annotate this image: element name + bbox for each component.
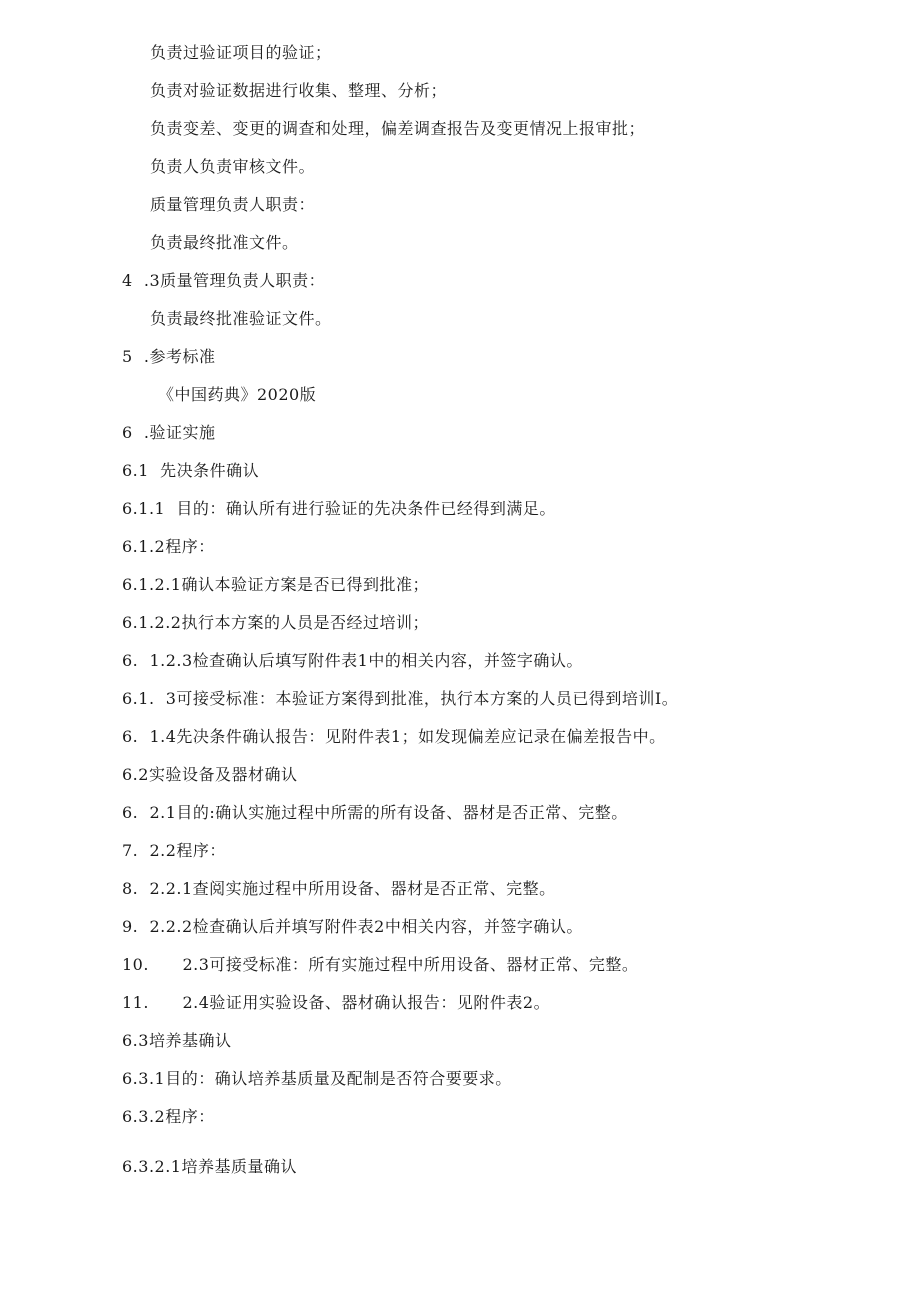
duty-review-files: 负责人负责审核文件。 bbox=[150, 157, 316, 176]
reference-pharmacopoeia: 《中国药典》2020版 bbox=[158, 385, 317, 404]
section-6-1-1: 6.1.1 目的：确认所有进行验证的先决条件已经得到满足。 bbox=[122, 499, 556, 518]
section-6-1-2-1: 6.1.2.1确认本验证方案是否已得到批准； bbox=[122, 575, 429, 594]
section-5-heading: 5 .参考标准 bbox=[122, 347, 216, 366]
duty-final-approve-verify: 负责最终批准验证文件。 bbox=[150, 309, 332, 328]
section-6-2-3: 10. 2.3可接受标准：所有实施过程中所用设备、器材正常、完整。 bbox=[122, 955, 639, 974]
section-6-2-2: 7. 2.2程序： bbox=[122, 841, 226, 860]
section-6-2-heading: 6.2实验设备及器材确认 bbox=[122, 765, 298, 784]
section-6-2-2-1: 8. 2.2.1查阅实施过程中所用设备、器材是否正常、完整。 bbox=[122, 879, 556, 898]
section-6-3-1: 6.3.1目的：确认培养基质量及配制是否符合要要求。 bbox=[122, 1069, 512, 1088]
section-6-1-2-2: 6.1.2.2执行本方案的人员是否经过培训； bbox=[122, 613, 429, 632]
section-6-2-2-2: 9. 2.2.2检查确认后并填写附件表2中相关内容，并签字确认。 bbox=[122, 917, 583, 936]
section-6-3-heading: 6.3培养基确认 bbox=[122, 1031, 232, 1050]
duty-verify-projects: 负责过验证项目的验证； bbox=[150, 43, 332, 62]
section-4-3-heading: 4 .3质量管理负责人职责： bbox=[122, 271, 326, 290]
section-6-1-2-3: 6. 1.2.3检查确认后填写附件表1中的相关内容，并签字确认。 bbox=[122, 651, 583, 670]
section-6-1-4: 6. 1.4先决条件确认报告：见附件表1；如发现偏差应记录在偏差报告中。 bbox=[122, 727, 666, 746]
section-6-1-2: 6.1.2程序： bbox=[122, 537, 215, 556]
section-6-heading: 6 .验证实施 bbox=[122, 423, 216, 442]
section-6-2-1: 6. 2.1目的:确认实施过程中所需的所有设备、器材是否正常、完整。 bbox=[122, 803, 628, 822]
section-6-1-heading: 6.1 先决条件确认 bbox=[122, 461, 260, 480]
duty-final-approve: 负责最终批准文件。 bbox=[150, 233, 299, 252]
duty-collect-data: 负责对验证数据进行收集、整理、分析； bbox=[150, 81, 448, 100]
section-6-3-2: 6.3.2程序： bbox=[122, 1107, 215, 1126]
section-6-1-3: 6.1. 3可接受标准：本验证方案得到批准，执行本方案的人员已得到培训I。 bbox=[122, 689, 679, 708]
duty-deviation-change: 负责变差、变更的调查和处理，偏差调查报告及变更情况上报审批； bbox=[150, 119, 646, 138]
qa-head-duty-heading: 质量管理负责人职责： bbox=[150, 195, 316, 214]
section-6-2-4: 11. 2.4验证用实验设备、器材确认报告：见附件表2。 bbox=[122, 993, 551, 1012]
section-6-3-2-1: 6.3.2.1培养基质量确认 bbox=[122, 1157, 297, 1176]
